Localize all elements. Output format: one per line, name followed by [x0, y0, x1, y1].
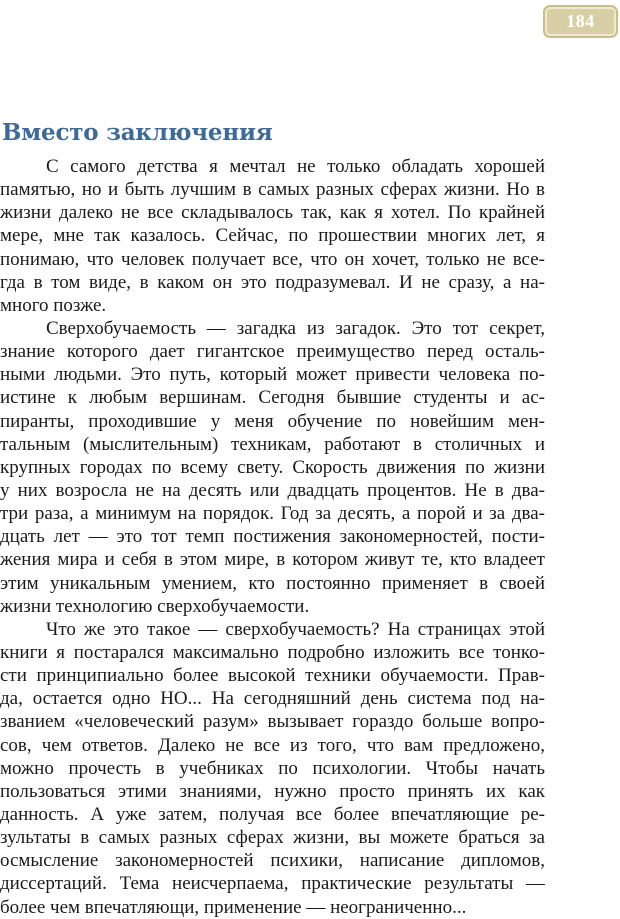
text-line: памятью, но и быть лучшим в самых разных сферах жизни. Но в [0, 179, 545, 201]
text-line: диссертаций. Тема неисчерпаема, практические результаты — [0, 873, 545, 895]
text-line: книги я постарался максимально подробно изложить все тонко- [0, 641, 545, 663]
text-line: сти принципиально более высокой техники обучаемости. Прав- [0, 665, 545, 687]
text-line: дцать лет — это тот темп постижения закономерностей, пости- [0, 526, 545, 548]
paragraph-3 [0, 618, 545, 919]
text-line: жизни далеко не все складывалось так, как я хотел. По крайней [0, 202, 545, 224]
page-number-badge [543, 5, 618, 38]
text-line: крупных городах по всему свету. Скорость движения по жизни [0, 456, 545, 478]
text-line: да, остается одно НО... На сегодняшний день система под на- [0, 688, 545, 710]
text-line: осмысление закономерностей психики, написание дипломов, [0, 850, 545, 872]
text-line: три раза, а минимум на порядок. Год за десять, а порой и за два- [0, 503, 545, 525]
text-line: ными людьми. Это путь, который может привести человека по- [0, 364, 545, 386]
text-line: пользоваться этими знаниями, нужно просто принять их как [0, 780, 545, 802]
text-line: Что же это такое — сверхобучаемость? На страницах этой [46, 618, 545, 640]
text-line: зультаты в самых разных сферах жизни, вы можете браться за [0, 827, 545, 849]
text-line: истине к любым вершинам. Сегодня бывшие студенты и ас- [0, 387, 545, 409]
text-line: званием «человеческий разум» вызывает гораздо больше вопро- [0, 711, 545, 733]
section-title: Вместо заключения [2, 119, 273, 146]
text-line: тальным (мыслительным) техникам, работают в столичных и [0, 433, 545, 455]
text-line: Сверхобучаемость — загадка из загадок. Это тот секрет, [46, 317, 545, 339]
text-line: можно прочесть в учебниках по психологии. Чтобы начать [0, 757, 545, 779]
text-line: у них возросла не на десять или двадцать процентов. Не в два- [0, 479, 545, 501]
body-text [0, 155, 545, 919]
text-line: жизни технологию сверхобучаемости. [0, 595, 310, 617]
text-line: данность. А уже затем, получая все более впечатляющие ре- [0, 803, 545, 825]
text-line: сов, чем ответов. Далеко не все из того, что вам предложено, [0, 734, 545, 756]
text-line: знание которого дает гигантское преимущество перед осталь- [0, 341, 545, 363]
page-number: 184 [566, 11, 595, 31]
text-line: более чем впечатляющи, применение — неограниченно... [0, 896, 467, 918]
text-line: этим уникальным умением, кто постоянно применяет в своей [0, 572, 545, 594]
text-line: жения мира и себя в этом мире, в котором живут те, кто владеет [0, 549, 545, 571]
text-line: гда в том виде, в каком он это подразумевал. И не сразу, а на- [0, 271, 545, 293]
text-line: мере, мне так казалось. Сейчас, по прошествии многих лет, я [0, 225, 545, 247]
text-line: понимаю, что человек получает все, что он хочет, только не все- [0, 248, 545, 270]
text-line: пиранты, проходившие у меня обучение по новейшим мен- [0, 410, 545, 432]
text-line: С самого детства я мечтал не только обладать хорошей [46, 156, 545, 177]
paragraph-1 [0, 155, 545, 317]
paragraph-2 [0, 317, 545, 618]
text-line: много позже. [0, 294, 107, 316]
